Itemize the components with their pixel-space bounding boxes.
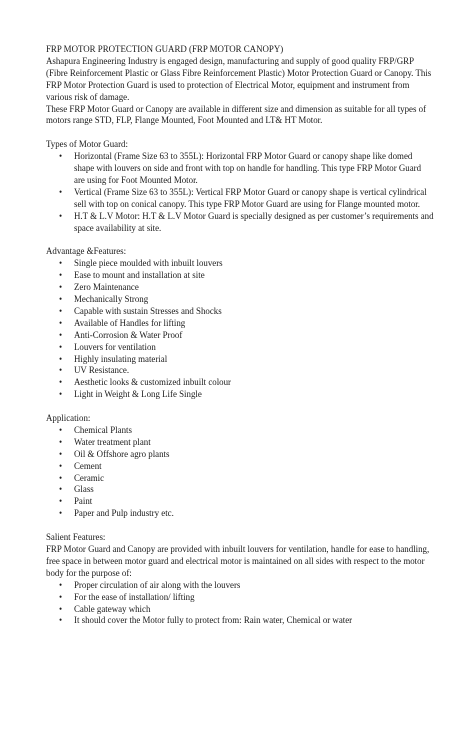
list-item: • Cement (46, 461, 434, 473)
list-item: • Glass (46, 484, 434, 496)
list-item: • Zero Maintenance (46, 282, 434, 294)
list-item: • Available of Handles for lifting (46, 318, 434, 330)
list-item: • Paint (46, 496, 434, 508)
list-item: • Light in Weight & Long Life Single (46, 389, 434, 401)
intro-paragraph-2: These FRP Motor Guard or Canopy are available in different size and dimension as suitable for all types of motors range STD, FLP, Flange Mounted, Foot Mounted and LT& HT Motor. (46, 103, 427, 126)
spacer (46, 401, 434, 413)
list-item: • Proper circulation of air along with the louvers (46, 580, 434, 592)
intro-paragraph: Ashapura Engineering Industry is engaged design, manufacturing and supply of good quality FRP/GRP (Fibre Reinforcement Plastic or Glass Fibre Reinforcement Plastic) Motor Protection Guard or Canopy. This FRP Motor Protection Guard is used to protection of Electrical Motor, equipment and instrument from various risk of damage. (46, 55, 432, 102)
salient-paragraph: FRP Motor Guard and Canopy are provided with inbuilt louvers for ventilation, handle for ease to handling, free space in between motor guard and electrical motor is maintained on all sides with respect to the motor body for the purpose of: (46, 544, 430, 578)
list-item: • Mechanically Strong (46, 294, 434, 306)
spacer (46, 234, 434, 246)
spacer (46, 127, 434, 139)
list-item: • Ease to mount and installation at site (46, 270, 434, 282)
list-item: • Horizontal (Frame Size 63 to 355L): Horizontal FRP Motor Guard or canopy shape like domed shape with louvers on side and front with top on handle for handling. This type FRP Motor Guard are using for Foot Mounted Motor. (46, 151, 434, 187)
list-item: • Capable with sustain Stresses and Shocks (46, 306, 434, 318)
advantages-list (46, 258, 434, 401)
list-item: • Chemical Plants (46, 425, 434, 437)
list-item: • Vertical (Frame Size 63 to 355L): Vertical FRP Motor Guard or canopy shape is vertical cylindrical sell with top on conical canopy. This type FRP Motor Guard are using for Flange mounted motor. (46, 187, 434, 211)
advantages-heading: Advantage &Features: (46, 246, 127, 257)
list-item: • Highly insulating material (46, 354, 434, 366)
list-item: • Oil & Offshore agro plants (46, 449, 434, 461)
list-item: • Cable gateway which (46, 604, 434, 616)
spacer (46, 520, 434, 532)
list-item: • Louvers for ventilation (46, 342, 434, 354)
list-item: • Aesthetic looks & customized inbuilt colour (46, 377, 434, 389)
list-item: • It should cover the Motor fully to protect from: Rain water, Chemical or water (46, 615, 434, 627)
document-title: FRP MOTOR PROTECTION GUARD (FRP MOTOR CANOPY) (46, 44, 284, 54)
list-item: • Anti-Corrosion & Water Proof (46, 330, 434, 342)
list-item: • UV Resistance. (46, 365, 434, 377)
list-item: • H.T & L.V Motor: H.T & L.V Motor Guard is specially designed as per customer’s requirements and space availability at site. (46, 211, 434, 235)
list-item: • For the ease of installation/ lifting (46, 592, 434, 604)
salient-list (46, 580, 434, 628)
list-item: • Single piece moulded with inbuilt louvers (46, 258, 434, 270)
salient-heading: Salient Features: (46, 532, 106, 543)
types-heading: Types of Motor Guard: (46, 139, 128, 150)
list-item: • Paper and Pulp industry etc. (46, 508, 434, 520)
application-heading: Application: (46, 413, 91, 424)
list-item: • Ceramic (46, 473, 434, 485)
application-list (46, 425, 434, 520)
list-item: • Water treatment plant (46, 437, 434, 449)
types-list (46, 151, 434, 234)
